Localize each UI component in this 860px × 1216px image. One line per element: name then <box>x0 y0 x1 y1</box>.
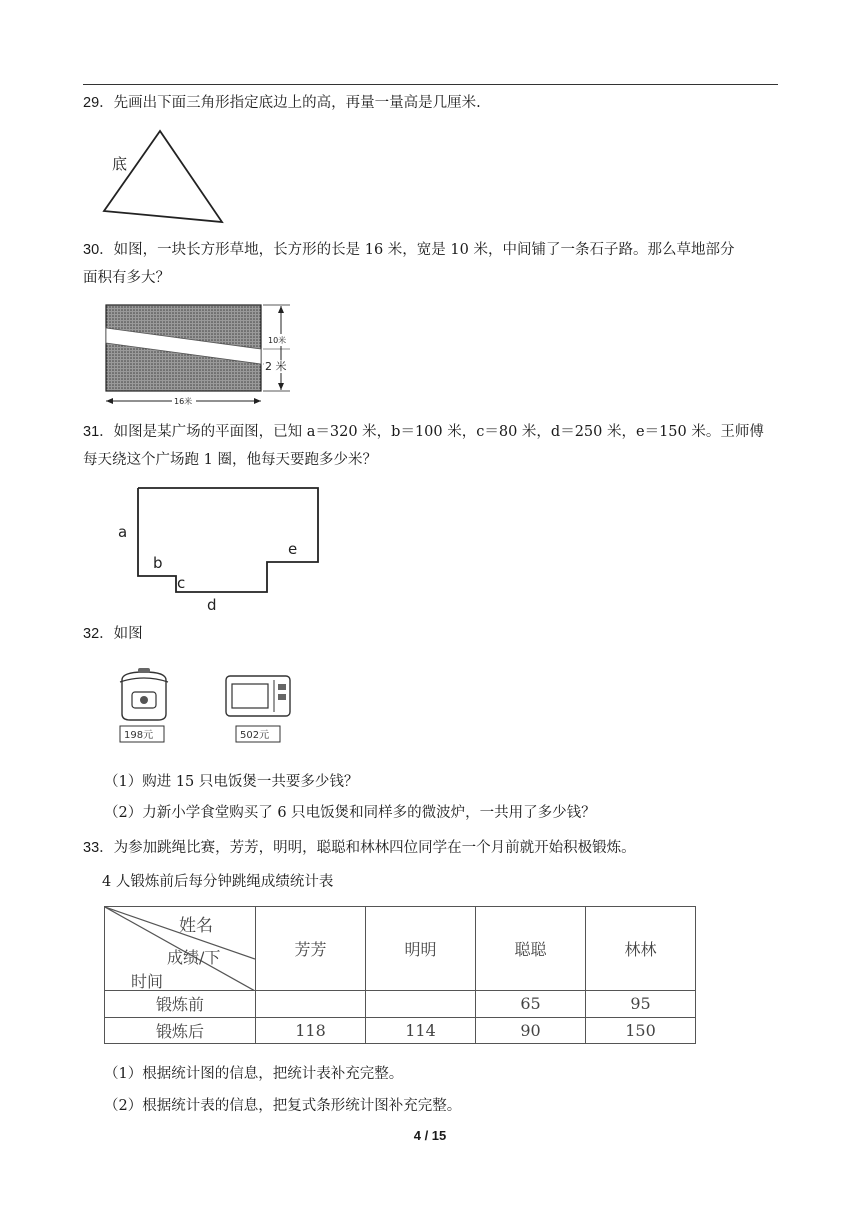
triangle-figure <box>100 128 230 228</box>
column-header: 芳芳 <box>256 907 366 991</box>
header-rule <box>83 84 778 85</box>
question-32 <box>83 620 143 648</box>
question-number: 32． <box>83 626 114 642</box>
cooker-price-tag <box>120 726 164 742</box>
microwave-price-tag <box>236 726 280 742</box>
label-c: c <box>177 574 186 592</box>
plaza-plan-figure <box>110 480 330 615</box>
table-cell: 95 <box>586 991 696 1018</box>
header-name: 姓名 <box>179 916 213 936</box>
microwave-price: 502元 <box>240 730 270 741</box>
base-label: 底 <box>112 155 128 173</box>
question-30 <box>83 236 734 292</box>
table-row <box>105 991 696 1018</box>
question-number: 29． <box>83 95 114 111</box>
question-32-sub2: （2）力新小学食堂购买了 6 只电饭煲和同样多的微波炉，一共用了多少钱？ <box>104 805 596 821</box>
question-text: 为参加跳绳比赛，芳芳，明明，聪聪和林林四位同学在一个月前就开始积极锻炼。 <box>113 840 636 856</box>
question-text-line2: 每天绕这个广场跑 1 圈，他每天要跑多少米？ <box>83 452 377 468</box>
lawn-figure <box>100 300 300 410</box>
length-label: 16米 <box>174 397 193 406</box>
row-label: 锻炼前 <box>105 991 256 1018</box>
table-caption: 4 人锻炼前后每分钟跳绳成绩统计表 <box>102 874 334 890</box>
header-score: 成绩/下 <box>167 948 221 967</box>
column-header: 聪聪 <box>476 907 586 991</box>
table-cell <box>256 991 366 1018</box>
header-time: 时间 <box>131 972 164 991</box>
question-number: 31． <box>83 424 114 440</box>
question-29 <box>83 89 481 117</box>
question-text-line1: 如图是某广场的平面图，已知 a＝320 米，b＝100 米，c＝80 米，d＝250 米，e＝150 米。王师傅 <box>113 424 764 440</box>
label-d: d <box>207 596 217 614</box>
table-cell: 65 <box>476 991 586 1018</box>
column-header: 林林 <box>586 907 696 991</box>
column-header: 明明 <box>366 907 476 991</box>
question-32-sub1: （1）购进 15 只电饭煲一共要多少钱？ <box>104 774 359 790</box>
question-33 <box>83 834 636 862</box>
rice-cooker-icon <box>120 668 168 720</box>
question-33-sub2: （2）根据统计表的信息，把复式条形统计图补充完整。 <box>104 1098 462 1114</box>
jump-rope-table <box>104 906 696 1044</box>
table-row <box>105 1017 696 1044</box>
table-cell: 150 <box>586 1017 696 1044</box>
question-text-line2: 面积有多大？ <box>83 270 170 286</box>
question-31 <box>83 418 764 474</box>
width-label: 10米 <box>268 336 287 345</box>
question-33-sub1: （1）根据统计图的信息，把统计表补充完整。 <box>104 1066 404 1082</box>
table-cell: 90 <box>476 1017 586 1044</box>
table-cell: 114 <box>366 1017 476 1044</box>
page-number: 4 / 15 <box>413 1128 447 1143</box>
table-header-row <box>105 907 696 991</box>
question-text-line1: 如图，一块长方形草地，长方形的长是 16 米，宽是 10 米，中间铺了一条石子路。那么草地部分 <box>113 242 735 258</box>
label-e: e <box>288 540 298 558</box>
appliances-figure <box>108 664 298 748</box>
label-b: b <box>153 554 163 572</box>
table-cell <box>366 991 476 1018</box>
label-a: a <box>118 523 128 541</box>
question-number: 33． <box>83 840 114 856</box>
question-text: 先画出下面三角形指定底边上的高，再量一量高是几厘米. <box>113 95 481 111</box>
diagonal-header-cell <box>105 907 256 991</box>
row-label: 锻炼后 <box>105 1017 256 1044</box>
question-text: 如图 <box>113 626 143 642</box>
question-number: 30． <box>83 242 114 258</box>
table-cell: 118 <box>256 1017 366 1044</box>
path-width-label: 2 米 <box>265 360 287 373</box>
cooker-price: 198元 <box>124 730 154 741</box>
microwave-icon <box>226 676 290 716</box>
triangle-shape <box>104 131 222 222</box>
